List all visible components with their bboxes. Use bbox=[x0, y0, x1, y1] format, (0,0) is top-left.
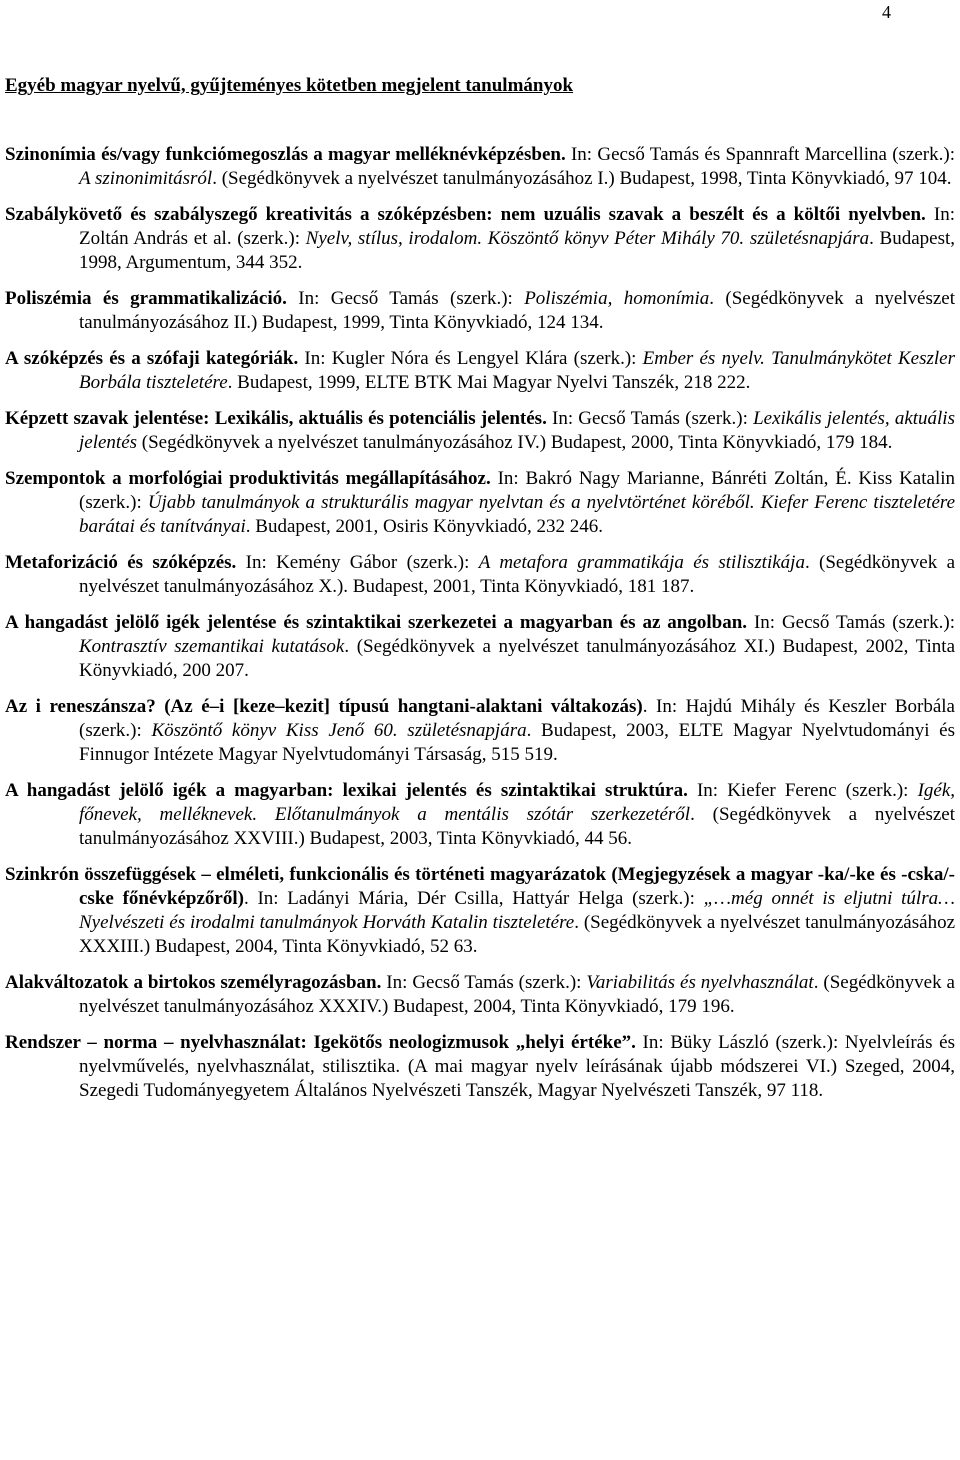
entry-title: Az i reneszánsza? (Az é–i [keze–kezit] típusú hangtani-alaktani váltakozás) bbox=[5, 696, 643, 717]
entry-rest: . (Segédkönyvek a nyelvészet tanulmányozásához XI.) Budapest, 2002, Tinta Könyvkiadó, 200 207. bbox=[79, 636, 956, 681]
bibliography-entry bbox=[5, 347, 955, 395]
entry-book: Variabilitás és nyelvhasználat bbox=[586, 972, 814, 993]
page-number: 4 bbox=[882, 2, 891, 22]
entry-title: Szinonímia és/vagy funkciómegoszlás a magyar melléknévképzésben. bbox=[5, 144, 566, 165]
entry-in: In: Gecső Tamás (szerk.): bbox=[286, 288, 525, 309]
bibliography-entry bbox=[5, 779, 955, 851]
entry-rest: . (Segédkönyvek a nyelvészet tanulmányozásához X.). Budapest, 2001, Tinta Könyvkiadó, 181 187. bbox=[79, 552, 956, 597]
bibliography-list bbox=[5, 143, 955, 1115]
bibliography-entry bbox=[5, 695, 955, 767]
entry-title: A hangadást jelölő igék jelentése és szintaktikai szerkezetei a magyarban és az angolban. bbox=[5, 612, 748, 633]
entry-in: In: Gecső Tamás (szerk.): bbox=[747, 612, 955, 633]
entry-in: In: Zoltán András et al. (szerk.): bbox=[79, 204, 955, 249]
bibliography-entry bbox=[5, 467, 955, 539]
entry-in: In: Gecső Tamás (szerk.): bbox=[381, 972, 587, 993]
entry-rest: . Budapest, 1998, Argumentum, 344 352. bbox=[79, 228, 955, 273]
entry-title: Szinkrón összefüggések – elméleti, funkcionális és történeti magyarázatok (Megjegyzések a magyar -ka/-ke és -cska/-cske főnévképzőről) bbox=[5, 864, 955, 909]
entry-title: Metaforizáció és szóképzés. bbox=[5, 552, 237, 573]
entry-in: In: Kugler Nóra és Lengyel Klára (szerk.): bbox=[298, 348, 643, 369]
entry-in: In: Bakró Nagy Marianne, Bánréti Zoltán, É. Kiss Katalin (szerk.): bbox=[79, 468, 955, 513]
entry-title: Képzett szavak jelentése: Lexikális, aktuális és potenciális jelentés. bbox=[5, 408, 547, 429]
entry-book: Ember és nyelv. Tanulmánykötet Keszler Borbála tiszteletére bbox=[79, 348, 955, 393]
section-heading: Egyéb magyar nyelvű, gyűjteményes kötetben megjelent tanulmányok bbox=[5, 75, 574, 96]
entry-title: A szóképzés és a szófaji kategóriák. bbox=[5, 348, 299, 369]
entry-book: A szinonimitásról bbox=[79, 168, 213, 189]
entry-book: Kontrasztív szemantikai kutatások bbox=[79, 636, 345, 657]
bibliography-entry bbox=[5, 611, 955, 683]
entry-book: Lexikális jelentés, aktuális jelentés bbox=[79, 408, 955, 453]
bibliography-entry bbox=[5, 143, 955, 191]
entry-title: Szempontok a morfológiai produktivitás megállapításához. bbox=[5, 468, 491, 489]
entry-in: . In: Ladányi Mária, Dér Csilla, Hattyár Helga (szerk.): bbox=[243, 888, 704, 909]
entry-in: . In: Hajdú Mihály és Keszler Borbála (szerk.): bbox=[79, 696, 955, 741]
entry-title: Alakváltozatok a birtokos személyragozásban. bbox=[5, 972, 382, 993]
entry-book: Poliszémia, homonímia bbox=[524, 288, 710, 309]
bibliography-entry bbox=[5, 971, 955, 1019]
entry-book: Köszöntő könyv Kiss Jenő 60. születésnapjára bbox=[151, 720, 527, 741]
bibliography-entry bbox=[5, 863, 955, 959]
bibliography-entry bbox=[5, 1031, 955, 1103]
bibliography-entry bbox=[5, 407, 955, 455]
bibliography-entry bbox=[5, 551, 955, 599]
entry-in: In: Büky László (szerk.): Nyelvleírás és nyelvművelés, nyelvhasználat, stilisztika. (A mai magyar nyelv leírásának újabb módszerei VI.) Szeged, 2004, Szegedi Tudományegyetem Általános Nyelvészeti Tanszék, Magyar Nyelvészeti Tanszék, 97 118. bbox=[79, 1032, 955, 1101]
entry-book: A metafora grammatikája és stilisztikája bbox=[478, 552, 805, 573]
bibliography-entry bbox=[5, 287, 955, 335]
entry-rest: . Budapest, 2001, Osiris Könyvkiadó, 232 246. bbox=[245, 516, 604, 537]
entry-rest: . Budapest, 2003, ELTE Magyar Nyelvtudományi és Finnugor Intézete Magyar Nyelvtudományi Társaság, 515 519. bbox=[79, 720, 955, 765]
entry-rest: . (Segédkönyvek a nyelvészet tanulmányozásához I.) Budapest, 1998, Tinta Könyvkiadó, 97 104. bbox=[212, 168, 952, 189]
entry-rest: . (Segédkönyvek a nyelvészet tanulmányozásához II.) Budapest, 1999, Tinta Könyvkiadó, 124 134. bbox=[79, 288, 956, 333]
entry-in: In: Gecső Tamás (szerk.): bbox=[546, 408, 754, 429]
entry-rest: . (Segédkönyvek a nyelvészet tanulmányozásához XXXIII.) Budapest, 2004, Tinta Könyvkiadó, 52 63. bbox=[79, 912, 956, 957]
entry-in: In: Kiefer Ferenc (szerk.): bbox=[687, 780, 918, 801]
entry-rest: (Segédkönyvek a nyelvészet tanulmányozásához IV.) Budapest, 2000, Tinta Könyvkiadó, 179 184. bbox=[137, 432, 893, 453]
bibliography-entry bbox=[5, 203, 955, 275]
entry-in: In: Gecső Tamás és Spannraft Marcellina (szerk.): bbox=[565, 144, 955, 165]
entry-in: In: Kemény Gábor (szerk.): bbox=[236, 552, 479, 573]
entry-book: Nyelv, stílus, irodalom. Köszöntő könyv Péter Mihály 70. születésnapjára bbox=[305, 228, 870, 249]
entry-title: A hangadást jelölő igék a magyarban: lexikai jelentés és szintaktikai struktúra. bbox=[5, 780, 688, 801]
entry-rest: . (Segédkönyvek a nyelvészet tanulmányozásához XXVIII.) Budapest, 2003, Tinta Könyvkiadó, 44 56. bbox=[79, 804, 956, 849]
entry-rest: . Budapest, 1999, ELTE BTK Mai Magyar Nyelvi Tanszék, 218 222. bbox=[227, 372, 751, 393]
entry-rest: . (Segédkönyvek a nyelvészet tanulmányozásához XXXIV.) Budapest, 2004, Tinta Könyvkiadó, 179 196. bbox=[79, 972, 955, 1017]
entry-title: Poliszémia és grammatikalizáció. bbox=[5, 288, 287, 309]
entry-book: Újabb tanulmányok a strukturális magyar nyelvtan és a nyelvtörténet köréből. Kiefer Ferenc tiszteletére barátai és tanítványai bbox=[79, 492, 956, 537]
entry-book: „…még onnét is eljutni túlra… Nyelvészeti és irodalmi tanulmányok Horváth Katalin tiszteletére bbox=[79, 888, 955, 933]
entry-title: Rendszer – norma – nyelvhasználat: Igekötős neologizmusok „helyi értéke”. bbox=[5, 1032, 636, 1053]
entry-title: Szabálykövető és szabályszegő kreativitás a szóképzésben: nem uzuális szavak a beszélt és a költői nyelvben. bbox=[5, 204, 926, 225]
entry-book: Igék, főnevek, melléknevek. Előtanulmányok a mentális szótár szerkezetéről bbox=[79, 780, 956, 825]
